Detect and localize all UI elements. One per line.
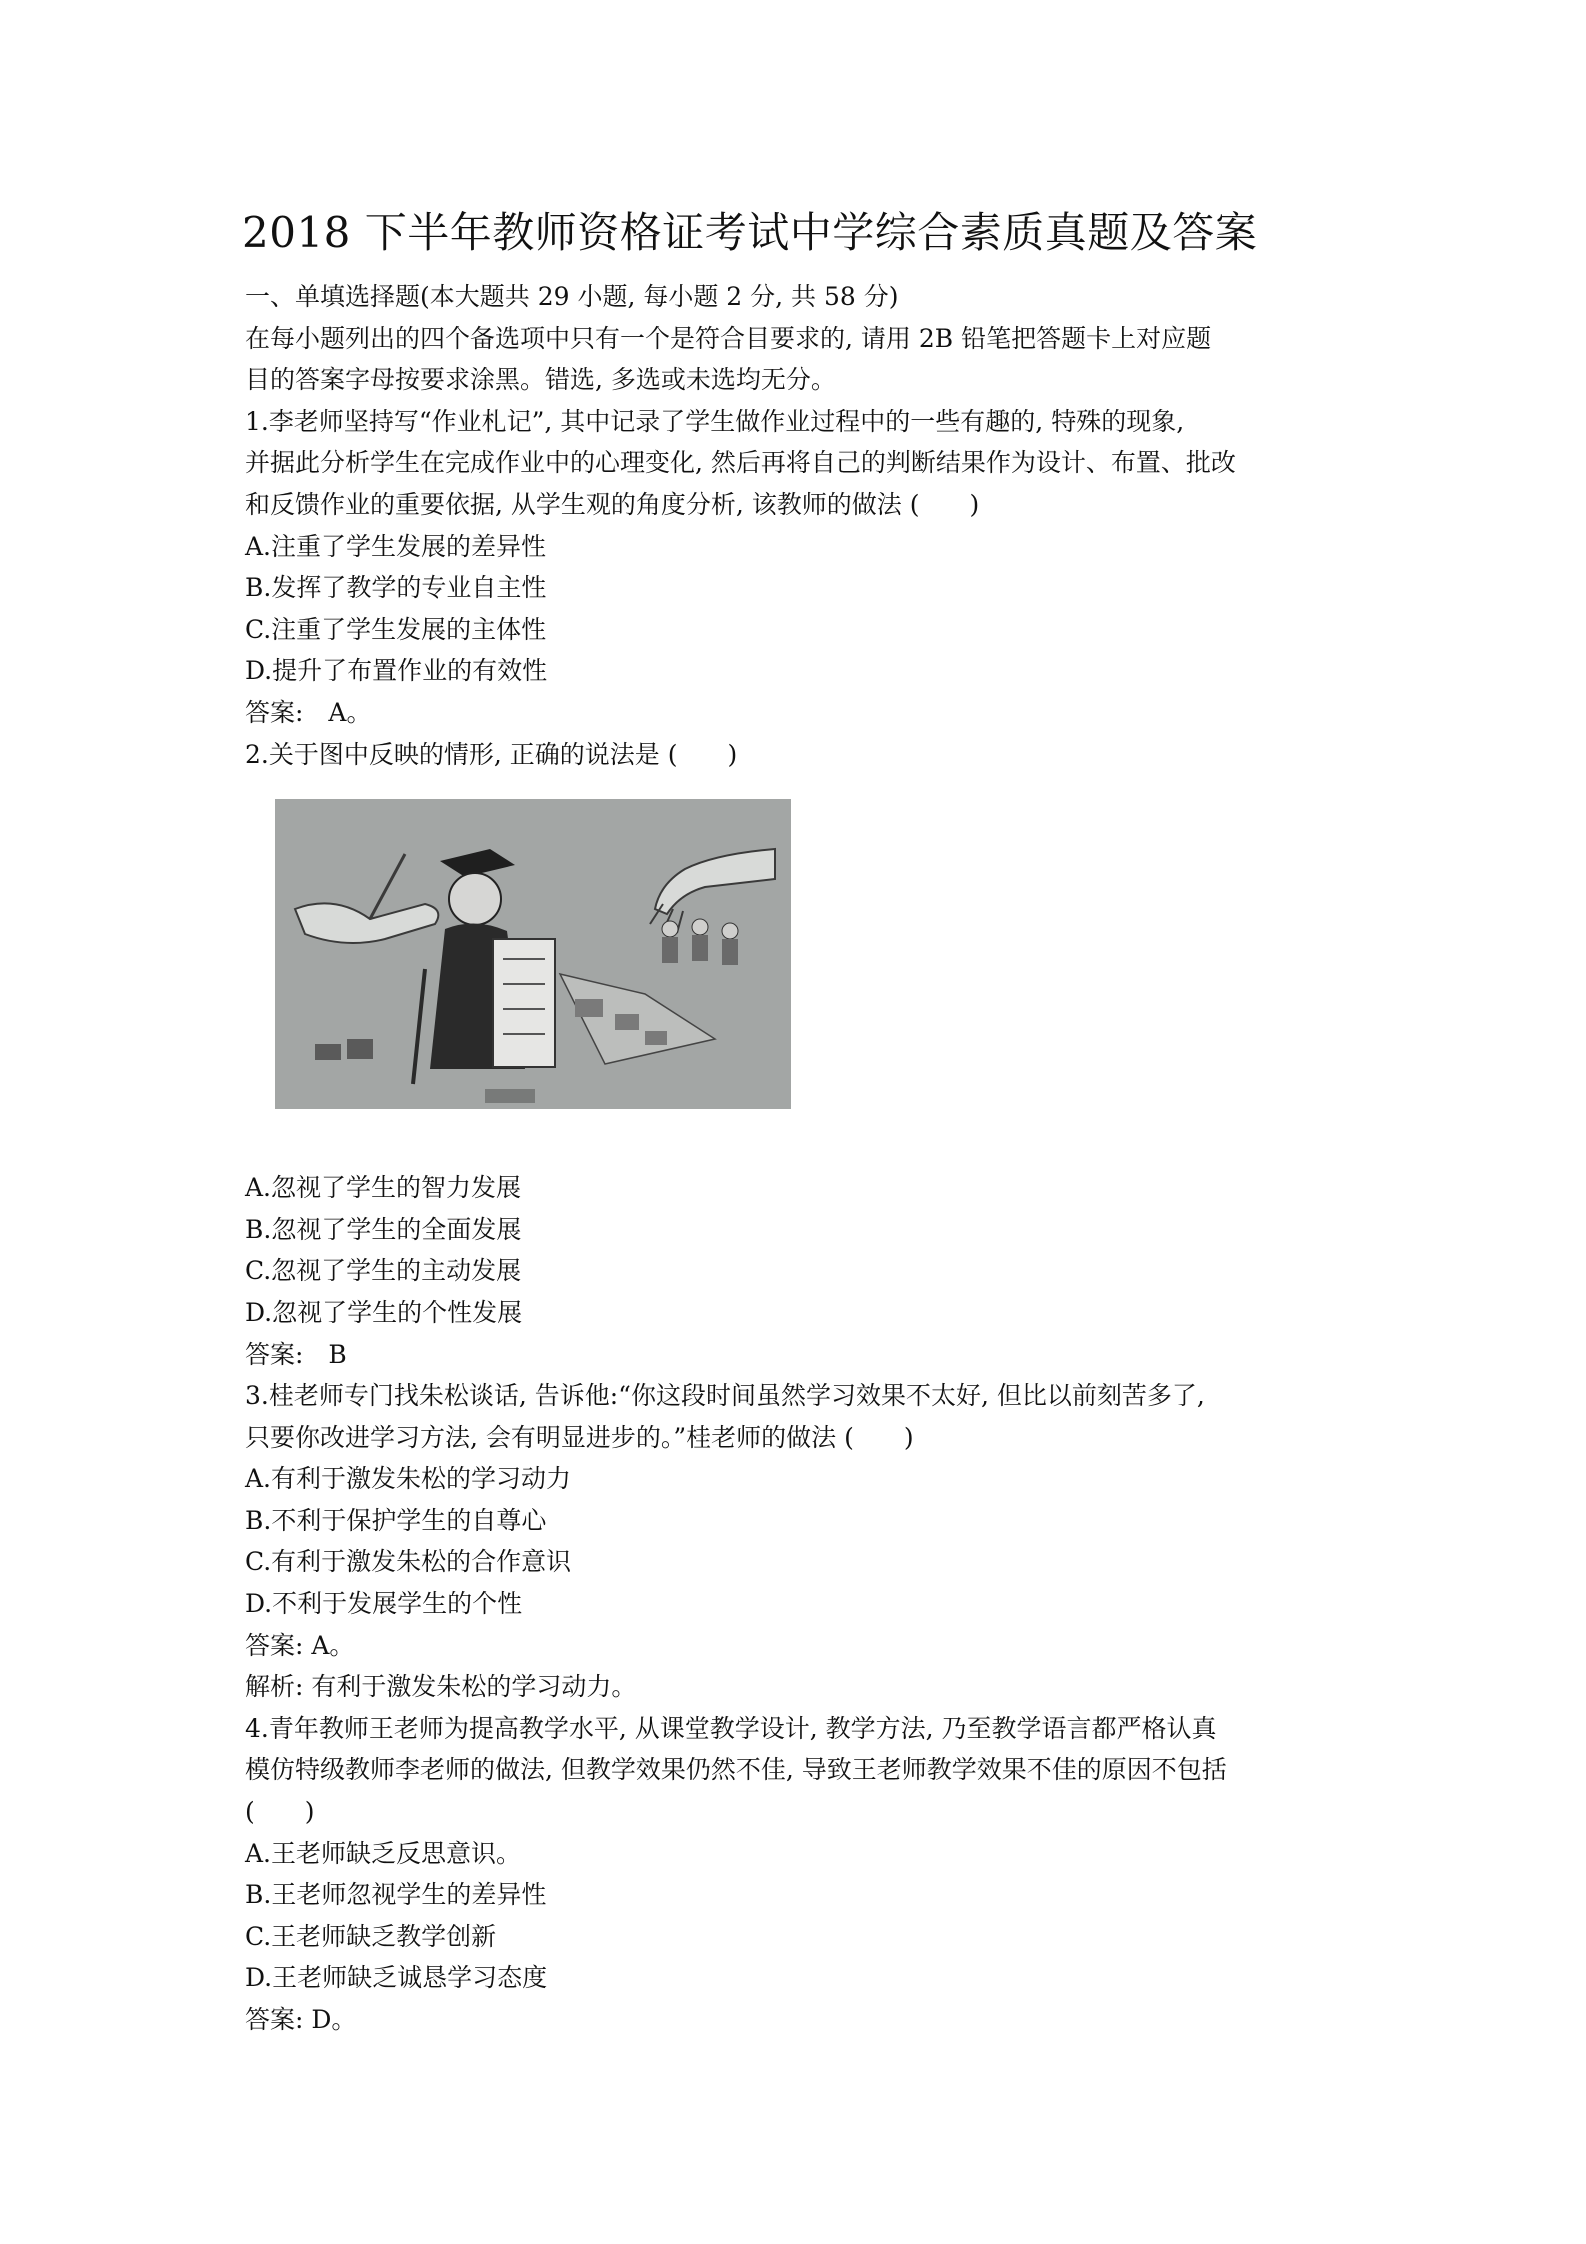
q2-figure-container (245, 775, 1365, 1167)
q2-answer: 答案: B (245, 1339, 347, 1369)
q3-answer: 答案: A。 (245, 1630, 355, 1660)
page-title: 2018 下半年教师资格证考试中学综合素质真题及答案 (242, 208, 1258, 257)
instructions-line: 目的答案字母按要求涂黑。错选, 多选或未选均无分。 (245, 365, 836, 395)
q1-stem-line: 并据此分析学生在完成作业中的心理变化, 然后再将自己的判断结果作为设计、布置、批改 (245, 448, 1236, 478)
cartoon-illustration (275, 799, 791, 1109)
q1-stem-line: 1.李老师坚持写“作业札记”, 其中记录了学生做作业过程中的一些有趣的, 特殊的现象, (245, 406, 1185, 436)
q3-stem-line: 只要你改进学习方法, 会有明显进步的。”桂老师的做法 ( ) (245, 1422, 914, 1452)
q4-stem-line: 模仿特级教师李老师的做法, 但教学效果仍然不佳, 导致王老师教学效果不佳的原因不包括 (245, 1755, 1227, 1785)
q3-stem-line: 3.桂老师专门找朱松谈话, 告诉他:“你这段时间虽然学习效果不太好, 但比以前刻苦多了, (245, 1381, 1205, 1411)
question-body (245, 276, 1365, 2041)
q3-option-d: D.不利于发展学生的个性 (245, 1589, 523, 1619)
q1-option-d: D.提升了布置作业的有效性 (245, 656, 548, 686)
q1-option-a: A.注重了学生发展的差异性 (245, 531, 547, 561)
section-heading: 一、单填选择题(本大题共 29 小题, 每小题 2 分, 共 58 分) (245, 282, 899, 311)
q4-option-d: D.王老师缺乏诚恳学习态度 (245, 1963, 548, 1993)
q4-option-b: B.王老师忽视学生的差异性 (245, 1880, 547, 1910)
q2-option-c: C.忽视了学生的主动发展 (245, 1256, 522, 1286)
q2-stem-line: 2.关于图中反映的情形, 正确的说法是 ( ) (245, 739, 738, 769)
q1-answer: 答案: A。 (245, 697, 372, 727)
q4-answer: 答案: D。 (245, 2005, 357, 2034)
q4-option-a: A.王老师缺乏反思意识。 (245, 1838, 522, 1868)
q3-analysis: 解析: 有利于激发朱松的学习动力。 (245, 1672, 637, 1702)
q2-option-d: D.忽视了学生的个性发展 (245, 1297, 523, 1327)
q1-stem-line: 和反馈作业的重要依据, 从学生观的角度分析, 该教师的做法 ( ) (245, 489, 980, 519)
q2-option-a: A.忽视了学生的智力发展 (245, 1173, 522, 1203)
q4-stem-line: ( ) (245, 1797, 315, 1827)
q3-option-b: B.不利于保护学生的自尊心 (245, 1505, 547, 1535)
q3-option-a: A.有利于激发朱松的学习动力 (245, 1464, 572, 1494)
q1-option-b: B.发挥了教学的专业自主性 (245, 573, 547, 603)
q2-option-b: B.忽视了学生的全面发展 (245, 1214, 522, 1244)
q3-option-c: C.有利于激发朱松的合作意识 (245, 1547, 572, 1577)
q4-stem-line: 4.青年教师王老师为提高教学水平, 从课堂教学设计, 教学方法, 乃至教学语言都严格认真 (245, 1713, 1217, 1743)
q4-option-c: C.王老师缺乏教学创新 (245, 1921, 497, 1951)
instructions-line: 在每小题列出的四个备选项中只有一个是符合目要求的, 请用 2B 铅笔把答题卡上对应题 (245, 323, 1212, 353)
q1-option-c: C.注重了学生发展的主体性 (245, 614, 547, 644)
cartoon-drawing (275, 799, 791, 1109)
